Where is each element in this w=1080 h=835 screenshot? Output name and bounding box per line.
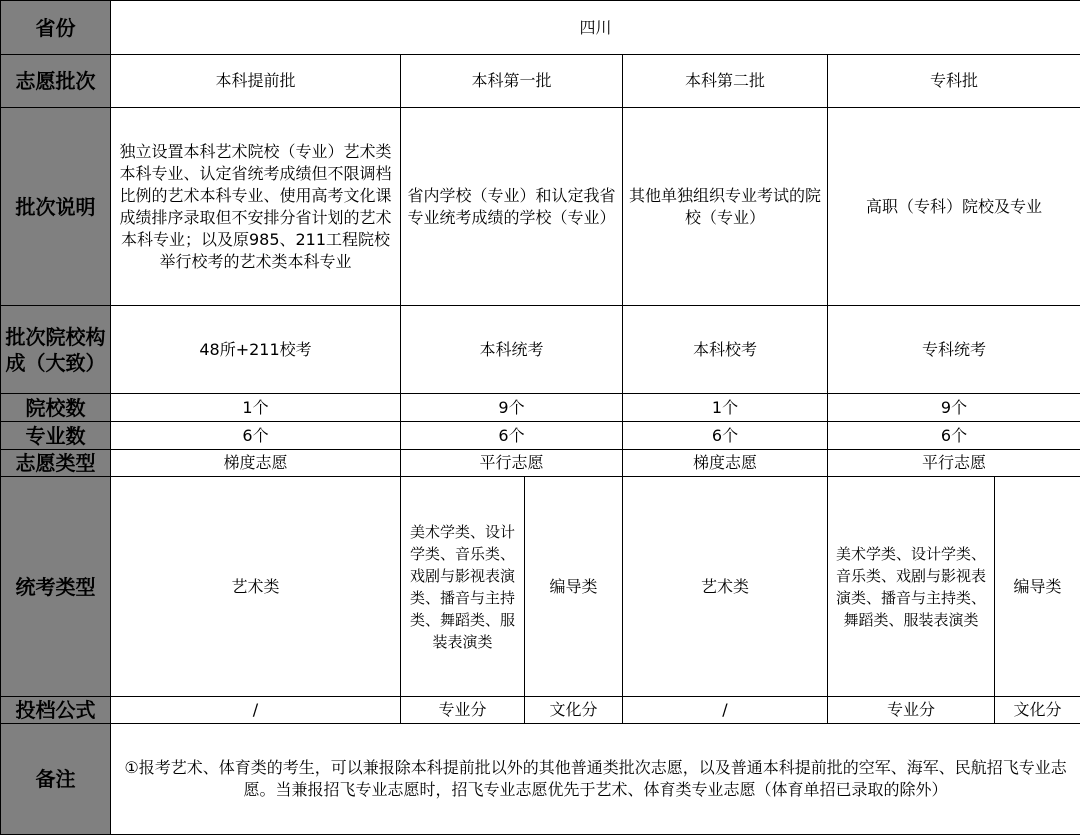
- label-batch-desc: 批次说明: [1, 108, 111, 306]
- major-count-3: 6个: [623, 422, 828, 450]
- batch-name-1: 本科提前批: [111, 55, 401, 108]
- batch-name-2: 本科第一批: [401, 55, 623, 108]
- batch-desc-1: 独立设置本科艺术院校（专业）艺术类本科专业、认定省统考成绩但不限调档比例的艺术本科专业、使用高考文化课成绩排序录取但不安排分省计划的艺术本科专业；以及原985、211工程院校举行校考的艺术类本科专业: [111, 108, 401, 306]
- label-remarks: 备注: [1, 724, 111, 835]
- row-composition: [1, 306, 1080, 394]
- volunteer-type-1: 梯度志愿: [111, 450, 401, 477]
- school-count-4: 9个: [828, 394, 1080, 422]
- volunteer-type-4: 平行志愿: [828, 450, 1080, 477]
- batch-name-4: 专科批: [828, 55, 1080, 108]
- label-batch: 志愿批次: [1, 55, 111, 108]
- volunteer-type-3: 梯度志愿: [623, 450, 828, 477]
- label-volunteer-type: 志愿类型: [1, 450, 111, 477]
- row-exam-type: [1, 477, 1080, 697]
- label-composition: 批次院校构成（大致）: [1, 306, 111, 394]
- formula-2a: 专业分: [401, 697, 525, 724]
- label-school-count: 院校数: [1, 394, 111, 422]
- formula-2b: 文化分: [525, 697, 623, 724]
- exam-type-4b: 编导类: [995, 477, 1080, 697]
- composition-2: 本科统考: [401, 306, 623, 394]
- formula-4a: 专业分: [828, 697, 995, 724]
- school-count-1: 1个: [111, 394, 401, 422]
- exam-type-2a: 美术学类、设计学类、音乐类、戏剧与影视表演类、播音与主持类、舞蹈类、服装表演类: [401, 477, 525, 697]
- row-major-count: [1, 422, 1080, 450]
- school-count-2: 9个: [401, 394, 623, 422]
- row-batch: [1, 55, 1080, 108]
- row-batch-desc: [1, 108, 1080, 306]
- formula-3: /: [623, 697, 828, 724]
- composition-1: 48所+211校考: [111, 306, 401, 394]
- row-formula: [1, 697, 1080, 724]
- batch-desc-4: 高职（专科）院校及专业: [828, 108, 1080, 306]
- row-school-count: [1, 394, 1080, 422]
- row-remarks: [1, 724, 1080, 835]
- batch-desc-3: 其他单独组织专业考试的院校（专业）: [623, 108, 828, 306]
- label-formula: 投档公式: [1, 697, 111, 724]
- major-count-4: 6个: [828, 422, 1080, 450]
- batch-desc-2: 省内学校（专业）和认定我省专业统考成绩的学校（专业）: [401, 108, 623, 306]
- school-count-3: 1个: [623, 394, 828, 422]
- exam-type-1: 艺术类: [111, 477, 401, 697]
- exam-type-2b: 编导类: [525, 477, 623, 697]
- composition-4: 专科统考: [828, 306, 1080, 394]
- row-province: [1, 1, 1080, 55]
- label-major-count: 专业数: [1, 422, 111, 450]
- remarks-text: ①报考艺术、体育类的考生，可以兼报除本科提前批以外的其他普通类批次志愿，以及普通本科提前批的空军、海军、民航招飞专业志愿。当兼报招飞专业志愿时，招飞专业志愿优先于艺术、体育类专业志愿（体育单招已录取的除外）: [111, 724, 1080, 835]
- major-count-1: 6个: [111, 422, 401, 450]
- province-value: 四川: [111, 1, 1080, 55]
- formula-1: /: [111, 697, 401, 724]
- row-volunteer-type: [1, 450, 1080, 477]
- label-province: 省份: [1, 1, 111, 55]
- batch-name-3: 本科第二批: [623, 55, 828, 108]
- volunteer-type-2: 平行志愿: [401, 450, 623, 477]
- exam-type-4a: 美术学类、设计学类、音乐类、戏剧与影视表演类、播音与主持类、舞蹈类、服装表演类: [828, 477, 995, 697]
- exam-type-3: 艺术类: [623, 477, 828, 697]
- formula-4b: 文化分: [995, 697, 1080, 724]
- label-exam-type: 统考类型: [1, 477, 111, 697]
- composition-3: 本科校考: [623, 306, 828, 394]
- major-count-2: 6个: [401, 422, 623, 450]
